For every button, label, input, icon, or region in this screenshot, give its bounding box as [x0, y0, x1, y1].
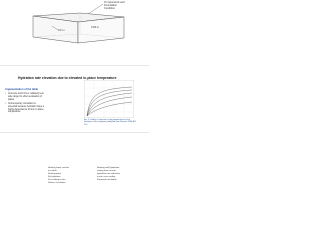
slab-sketch: [0, 0, 149, 62]
callout-line: Or Geometric and: [104, 1, 125, 4]
text-line: Heating lower section: [48, 167, 69, 169]
text-line: Formwork insulation: [97, 179, 117, 181]
bullet-list: [5, 93, 45, 115]
callout-leader: [88, 4, 103, 14]
bullet-item: • Concrete and form is relatively less safe range for effect evaluation of plates: [5, 93, 45, 102]
dimension-label: 0.05 m: [91, 26, 99, 29]
text-line: Pre-cooling in-situ: [48, 179, 66, 181]
text-line: in a draft: [48, 170, 57, 172]
figure-caption: Fig. 2.1 effect of concrete curing temperature on the formation of the hydration (adopted from Bennett 1960 ACI 2.0): [84, 119, 136, 126]
graph-frame: [84, 80, 134, 118]
text-line: hydration rate reduction: [97, 173, 120, 175]
dimension-label: 0.6 m: [58, 29, 65, 32]
text-line: Starting point: [48, 173, 61, 175]
callout-line: Foundation: [104, 4, 117, 7]
slide-1: [0, 0, 149, 62]
text-line: setting time-current: [97, 170, 116, 172]
text-line: Heating wall (hydration: [97, 167, 120, 169]
slide-divider: [0, 132, 149, 133]
text-column-left: [48, 167, 88, 185]
callout-line: Condition: [104, 7, 115, 10]
section-subtitle: Argumentation of the table: [5, 88, 38, 91]
slide-divider: [0, 65, 149, 66]
strength-curve-graph: [84, 80, 134, 118]
slide-title: Hydration rate elevation due to elevated in-place temperature: [18, 76, 117, 80]
text-line: in-situ core cooling: [97, 176, 116, 178]
text-line: Surface insulation: [48, 182, 66, 184]
bullet-item: • Contemporary simulation is essential because hydration have a highly dependence of time in-place temperature: [5, 103, 45, 115]
text-column-right: [97, 167, 137, 182]
text-line: No hydration: [48, 176, 61, 178]
